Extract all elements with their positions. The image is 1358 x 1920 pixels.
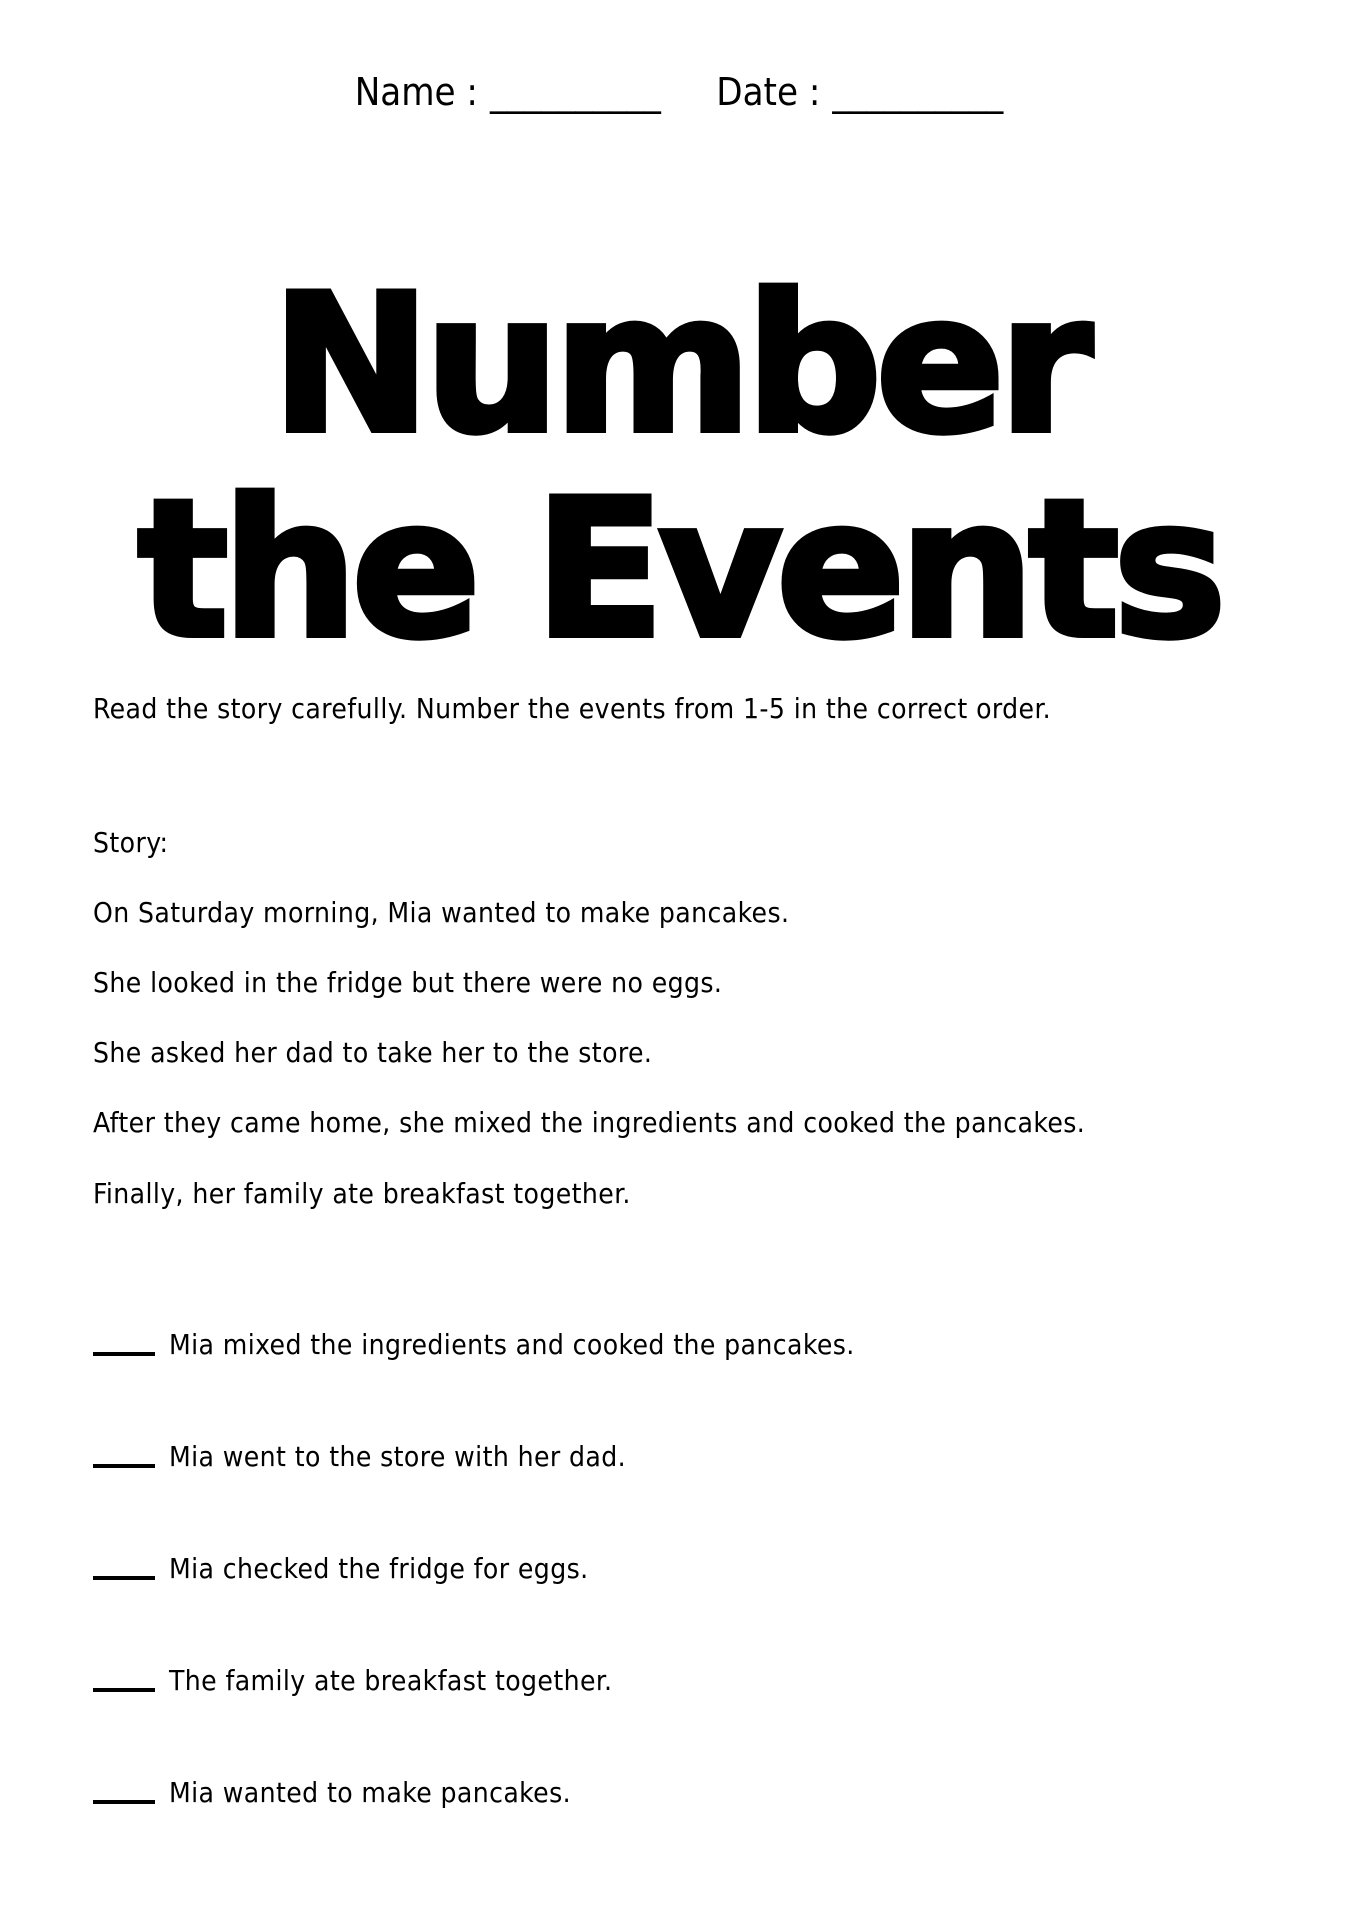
name-blank[interactable]: __________	[489, 70, 661, 114]
answer-blank[interactable]	[93, 1688, 155, 1692]
answer-blank[interactable]	[93, 1800, 155, 1804]
page-title-line-2: the Events	[137, 459, 1221, 680]
name-date-header	[0, 70, 1358, 114]
story-line: On Saturday morning, Mia wanted to make pancakes.	[93, 896, 790, 929]
event-text: Mia mixed the ingredients and cooked the pancakes.	[169, 1328, 855, 1361]
story-line: She looked in the fridge but there were no eggs.	[93, 966, 723, 999]
event-item	[93, 1776, 571, 1809]
event-text: Mia wanted to make pancakes.	[169, 1776, 571, 1809]
story-line: After they came home, she mixed the ingredients and cooked the pancakes.	[93, 1106, 1086, 1139]
event-text: Mia checked the fridge for eggs.	[169, 1552, 589, 1585]
event-item	[93, 1552, 589, 1585]
story-line: She asked her dad to take her to the store.	[93, 1036, 653, 1069]
event-item	[93, 1664, 612, 1697]
name-label: Name :	[354, 70, 478, 114]
answer-blank[interactable]	[93, 1464, 155, 1468]
answer-blank[interactable]	[93, 1576, 155, 1580]
event-text: The family ate breakfast together.	[169, 1664, 613, 1697]
answer-blank[interactable]	[93, 1352, 155, 1356]
instructions: Read the story carefully. Number the events from 1-5 in the correct order.	[93, 692, 1052, 725]
event-item	[93, 1440, 626, 1473]
event-item	[93, 1328, 855, 1361]
event-text: Mia went to the store with her dad.	[169, 1440, 627, 1473]
story-line: Finally, her family ate breakfast together.	[93, 1177, 631, 1210]
date-label: Date :	[716, 70, 821, 114]
date-blank[interactable]: __________	[832, 70, 1004, 114]
page-title-line-1: Number	[271, 254, 1087, 475]
story-label: Story:	[93, 826, 169, 859]
